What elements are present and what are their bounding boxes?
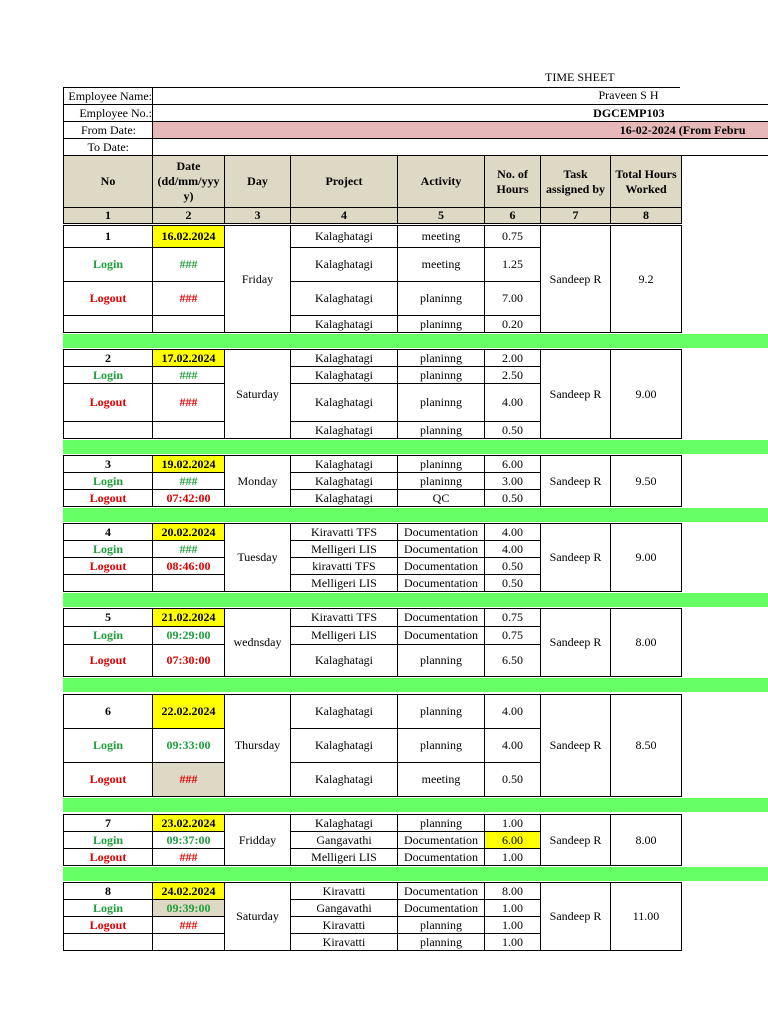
day-name: wednsday xyxy=(225,609,291,677)
project-cell: Melligeri LIS xyxy=(291,627,398,645)
day-number: 6 xyxy=(64,695,153,729)
logout-label: Logout xyxy=(64,282,153,316)
day-block-5 xyxy=(63,608,682,677)
project-cell: Kalaghatagi xyxy=(291,422,398,439)
assigned-by-cell: Sandeep R xyxy=(541,609,611,677)
from-date-value: 16-02-2024 (From Febru xyxy=(153,122,768,139)
header-project: Project xyxy=(291,156,398,208)
activity-cell: planning xyxy=(398,695,485,729)
project-cell: Kalaghatagi xyxy=(291,384,398,422)
hours-cell: 4.00 xyxy=(485,524,541,541)
hours-cell: 1.00 xyxy=(485,900,541,917)
project-cell: Kiravatti xyxy=(291,917,398,934)
login-time: ### xyxy=(153,367,225,384)
day-number: 2 xyxy=(64,350,153,367)
hours-cell: 3.00 xyxy=(485,473,541,490)
hours-cell: 0.50 xyxy=(485,490,541,507)
activity-cell: planinng xyxy=(398,282,485,316)
day-name: Tuesday xyxy=(225,524,291,592)
project-cell: Kalaghatagi xyxy=(291,456,398,473)
logout-time: 07:42:00 xyxy=(153,490,225,507)
activity-cell: planinng xyxy=(398,473,485,490)
hours-cell: 0.50 xyxy=(485,422,541,439)
day-number: 1 xyxy=(64,226,153,248)
project-cell: Kalaghatagi xyxy=(291,645,398,677)
hours-cell: 4.00 xyxy=(485,729,541,763)
login-label: Login xyxy=(64,248,153,282)
assigned-by-cell: Sandeep R xyxy=(541,524,611,592)
activity-cell: planinng xyxy=(398,456,485,473)
assigned-by-cell: Sandeep R xyxy=(541,456,611,507)
date-cell: 22.02.2024 xyxy=(153,695,225,729)
hours-cell: 1.00 xyxy=(485,815,541,832)
project-cell: Gangavathi xyxy=(291,832,398,849)
day-name: Friday xyxy=(225,226,291,333)
day-separator xyxy=(63,440,768,454)
assigned-by-cell: Sandeep R xyxy=(541,815,611,866)
hours-cell: 6.00 xyxy=(485,832,541,849)
date-cell: 21.02.2024 xyxy=(153,609,225,627)
employee-number-label: Employee No.: xyxy=(64,105,153,122)
total-hours-cell: 8.00 xyxy=(611,609,682,677)
logout-label: Logout xyxy=(64,384,153,422)
day-name: Fridday xyxy=(225,815,291,866)
project-cell: Kalaghatagi xyxy=(291,282,398,316)
hours-cell: 7.00 xyxy=(485,282,541,316)
logout-time: ### xyxy=(153,384,225,422)
project-cell: Kalaghatagi xyxy=(291,316,398,333)
logout-time: ### xyxy=(153,917,225,934)
hours-cell: 6.00 xyxy=(485,456,541,473)
day-separator xyxy=(63,508,768,522)
login-label: Login xyxy=(64,367,153,384)
activity-cell: Documentation xyxy=(398,900,485,917)
project-cell: Kalaghatagi xyxy=(291,815,398,832)
day-block-4 xyxy=(63,523,682,592)
employee-number-value: DGCEMP103 xyxy=(153,105,768,122)
from-date-label: From Date: xyxy=(64,122,153,139)
header-date: Date (dd/mm/yyy y) xyxy=(153,156,225,208)
login-label: Login xyxy=(64,832,153,849)
day-block-3 xyxy=(63,455,682,507)
project-cell: Kiravatti TFS xyxy=(291,609,398,627)
project-cell: Kalaghatagi xyxy=(291,226,398,248)
login-time: ### xyxy=(153,541,225,558)
hours-cell: 0.20 xyxy=(485,316,541,333)
activity-cell: planning xyxy=(398,917,485,934)
project-cell: Kalaghatagi xyxy=(291,763,398,797)
activity-cell: planning xyxy=(398,645,485,677)
logout-time: ### xyxy=(153,282,225,316)
login-label: Login xyxy=(64,729,153,763)
login-time: 09:37:00 xyxy=(153,832,225,849)
logout-time: 07:30:00 xyxy=(153,645,225,677)
header-assigned-by: Task assigned by xyxy=(541,156,611,208)
activity-cell: Documentation xyxy=(398,575,485,592)
hours-cell: 4.00 xyxy=(485,384,541,422)
activity-cell: planinng xyxy=(398,350,485,367)
project-cell: Kiravatti TFS xyxy=(291,524,398,541)
column-number: 7 xyxy=(541,208,611,224)
hours-cell: 8.00 xyxy=(485,883,541,900)
project-cell: Kalaghatagi xyxy=(291,695,398,729)
activity-cell: planinng xyxy=(398,367,485,384)
logout-time: ### xyxy=(153,763,225,797)
date-cell: 23.02.2024 xyxy=(153,815,225,832)
header-no: No xyxy=(64,156,153,208)
project-cell: Kiravatti xyxy=(291,883,398,900)
logout-label: Logout xyxy=(64,849,153,866)
sheet-title: TIME SHEET xyxy=(545,70,615,84)
header-activity: Activity xyxy=(398,156,485,208)
project-cell: Melligeri LIS xyxy=(291,849,398,866)
project-cell: Melligeri LIS xyxy=(291,541,398,558)
activity-cell: Documentation xyxy=(398,627,485,645)
activity-cell: meeting xyxy=(398,763,485,797)
day-number: 8 xyxy=(64,883,153,900)
hours-cell: 0.50 xyxy=(485,575,541,592)
day-number: 7 xyxy=(64,815,153,832)
logout-label: Logout xyxy=(64,490,153,507)
day-separator xyxy=(63,867,768,881)
total-hours-cell: 8.50 xyxy=(611,695,682,797)
column-number: 6 xyxy=(485,208,541,224)
day-name: Thursday xyxy=(225,695,291,797)
assigned-by-cell: Sandeep R xyxy=(541,226,611,333)
employee-info xyxy=(63,87,768,156)
day-separator xyxy=(63,334,768,348)
project-cell: Kalaghatagi xyxy=(291,367,398,384)
activity-cell: Documentation xyxy=(398,609,485,627)
column-number: 3 xyxy=(225,208,291,224)
day-number: 5 xyxy=(64,609,153,627)
project-cell: Kiravatti xyxy=(291,934,398,951)
column-number: 5 xyxy=(398,208,485,224)
project-cell: Kalaghatagi xyxy=(291,473,398,490)
header-day: Day xyxy=(225,156,291,208)
activity-cell: planinng xyxy=(398,384,485,422)
day-separator xyxy=(63,678,768,692)
logout-label: Logout xyxy=(64,763,153,797)
activity-cell: Documentation xyxy=(398,558,485,575)
date-cell: 20.02.2024 xyxy=(153,524,225,541)
day-block-1 xyxy=(63,225,682,333)
hours-cell: 4.00 xyxy=(485,541,541,558)
total-hours-cell: 9.00 xyxy=(611,350,682,439)
day-separator xyxy=(63,798,768,812)
project-cell: Kalaghatagi xyxy=(291,729,398,763)
activity-cell: Documentation xyxy=(398,883,485,900)
total-hours-cell: 11.00 xyxy=(611,883,682,951)
activity-cell: planning xyxy=(398,729,485,763)
date-cell: 17.02.2024 xyxy=(153,350,225,367)
login-time: 09:39:00 xyxy=(153,900,225,917)
login-label: Login xyxy=(64,900,153,917)
day-number: 4 xyxy=(64,524,153,541)
login-time: 09:29:00 xyxy=(153,627,225,645)
logout-label: Logout xyxy=(64,645,153,677)
day-name: Monday xyxy=(225,456,291,507)
assigned-by-cell: Sandeep R xyxy=(541,883,611,951)
login-time: 09:33:00 xyxy=(153,729,225,763)
header-total-hours: Total Hours Worked xyxy=(611,156,682,208)
day-block-6 xyxy=(63,694,682,797)
hours-cell: 0.50 xyxy=(485,558,541,575)
project-cell: Melligeri LIS xyxy=(291,575,398,592)
project-cell: Gangavathi xyxy=(291,900,398,917)
activity-cell: Documentation xyxy=(398,832,485,849)
day-block-2 xyxy=(63,349,682,439)
hours-cell: 0.50 xyxy=(485,763,541,797)
project-cell: Kalaghatagi xyxy=(291,490,398,507)
hours-cell: 1.00 xyxy=(485,934,541,951)
date-cell: 24.02.2024 xyxy=(153,883,225,900)
employee-name-value: Praveen S H xyxy=(153,88,768,105)
employee-name-label: Employee Name: xyxy=(64,88,153,105)
timesheet-header xyxy=(63,155,682,224)
hours-cell: 1.25 xyxy=(485,248,541,282)
activity-cell: planning xyxy=(398,934,485,951)
logout-label: Logout xyxy=(64,917,153,934)
login-label: Login xyxy=(64,627,153,645)
assigned-by-cell: Sandeep R xyxy=(541,350,611,439)
date-cell: 16.02.2024 xyxy=(153,226,225,248)
activity-cell: QC xyxy=(398,490,485,507)
activity-cell: planning xyxy=(398,422,485,439)
total-hours-cell: 9.2 xyxy=(611,226,682,333)
activity-cell: meeting xyxy=(398,248,485,282)
header-hours: No. of Hours xyxy=(485,156,541,208)
hours-cell: 1.00 xyxy=(485,917,541,934)
day-block-7 xyxy=(63,814,682,866)
hours-cell: 0.75 xyxy=(485,627,541,645)
day-number: 3 xyxy=(64,456,153,473)
total-hours-cell: 9.50 xyxy=(611,456,682,507)
column-number: 8 xyxy=(611,208,682,224)
project-cell: Kalaghatagi xyxy=(291,248,398,282)
logout-label: Logout xyxy=(64,558,153,575)
day-name: Saturday xyxy=(225,350,291,439)
day-separator xyxy=(63,593,768,607)
activity-cell: planinng xyxy=(398,316,485,333)
login-time: ### xyxy=(153,473,225,490)
column-number: 1 xyxy=(64,208,153,224)
hours-cell: 6.50 xyxy=(485,645,541,677)
hours-cell: 2.00 xyxy=(485,350,541,367)
day-block-8 xyxy=(63,882,682,951)
project-cell: Kalaghatagi xyxy=(291,350,398,367)
activity-cell: Documentation xyxy=(398,524,485,541)
hours-cell: 2.50 xyxy=(485,367,541,384)
date-cell: 19.02.2024 xyxy=(153,456,225,473)
login-label: Login xyxy=(64,541,153,558)
column-number: 4 xyxy=(291,208,398,224)
to-date-label: To Date: xyxy=(64,139,153,156)
hours-cell: 0.75 xyxy=(485,609,541,627)
hours-cell: 4.00 xyxy=(485,695,541,729)
assigned-by-cell: Sandeep R xyxy=(541,695,611,797)
activity-cell: meeting xyxy=(398,226,485,248)
total-hours-cell: 8.00 xyxy=(611,815,682,866)
hours-cell: 1.00 xyxy=(485,849,541,866)
project-cell: kiravatti TFS xyxy=(291,558,398,575)
day-name: Saturday xyxy=(225,883,291,951)
activity-cell: Documentation xyxy=(398,849,485,866)
to-date-value xyxy=(153,139,768,156)
login-label: Login xyxy=(64,473,153,490)
column-number: 2 xyxy=(153,208,225,224)
total-hours-cell: 9.00 xyxy=(611,524,682,592)
activity-cell: planning xyxy=(398,815,485,832)
logout-time: ### xyxy=(153,849,225,866)
activity-cell: Documentation xyxy=(398,541,485,558)
hours-cell: 0.75 xyxy=(485,226,541,248)
logout-time: 08:46:00 xyxy=(153,558,225,575)
login-time: ### xyxy=(153,248,225,282)
